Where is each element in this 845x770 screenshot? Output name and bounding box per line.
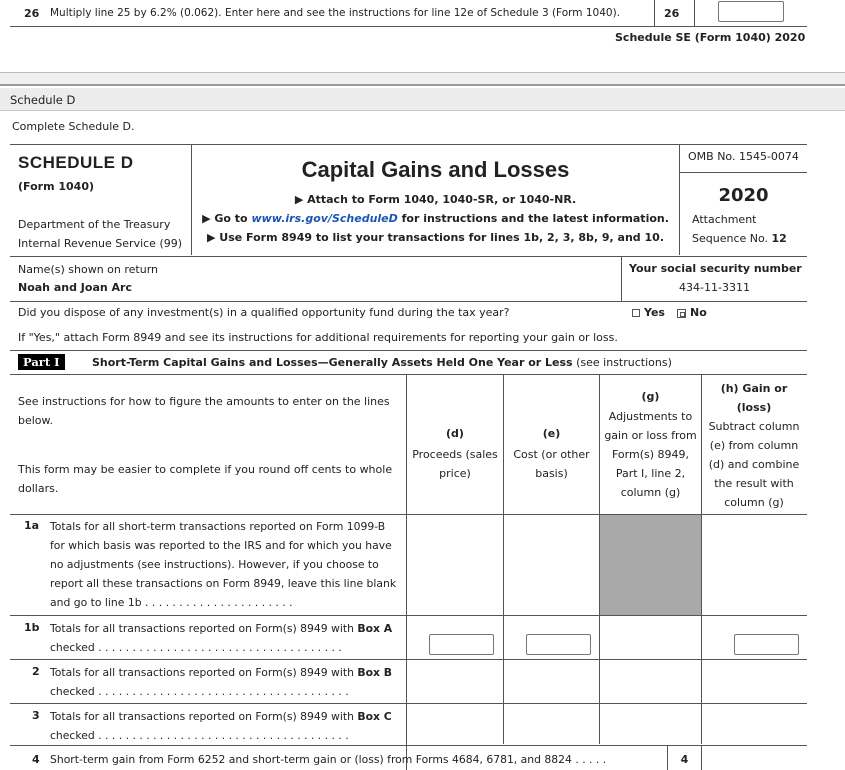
row-3-number: 3 <box>32 709 40 722</box>
row-4-text: Short-term gain from Form 6252 and short-term gain or (loss) from Forms 4684, 6781, and 8824 . . . . . <box>50 753 607 766</box>
irs-schedule-d-link[interactable]: www.irs.gov/ScheduleD <box>251 212 398 225</box>
ssn-label: Your social security number <box>629 262 802 275</box>
col-d-label: Proceeds (sales price) <box>412 448 498 480</box>
part1-title: Short-Term Capital Gains and Losses—Generally Assets Held One Year or Less (see instructions) <box>92 356 672 369</box>
goto-instruction: ▶ Go to www.irs.gov/ScheduleD for instructions and the latest information. <box>202 212 669 225</box>
row-2-number: 2 <box>32 665 40 678</box>
row-1b-number: 1b <box>24 621 40 634</box>
line26-amount-input[interactable] <box>718 1 784 22</box>
attach-instruction: ▶ Attach to Form 1040, 1040-SR, or 1040-NR. <box>294 193 577 206</box>
col-h-description: Subtract column (e) from column (d) and combine the result with column (g) <box>708 420 800 509</box>
row-1b-cost-input[interactable] <box>526 634 591 655</box>
omb-number: OMB No. 1545-0074 <box>688 150 799 163</box>
ssn-value: 434-11-3311 <box>679 281 750 294</box>
schedule-title: SCHEDULE D <box>18 153 134 172</box>
row-2-text: Totals for all transactions reported on Form(s) 8949 with Box B checked . . . . . . . . . . . . . . . . . . . . . . . . . . . . . . . . . . . . . <box>50 666 392 698</box>
line26-text: Multiply line 25 by 6.2% (0.062). Enter here and see the instructions for line 12e of Schedule 3 (Form 1040). <box>50 7 620 19</box>
department: Department of the Treasury <box>18 218 171 231</box>
row-1a-shaded-cell <box>600 515 701 615</box>
col-d-letter: (d) <box>446 427 464 440</box>
section-title-bar <box>0 88 845 111</box>
row-1a-number: 1a <box>24 519 40 532</box>
qof-no-option[interactable]: No <box>677 306 707 319</box>
schedule-se-footer: Schedule SE (Form 1040) 2020 <box>615 31 806 44</box>
col-g-label: Adjustments to gain or loss from Form(s) 8949, Part I, line 2, column (g) <box>604 410 697 499</box>
col-h-label: (h) Gain or (loss) <box>720 382 788 414</box>
part1-badge: Part I <box>18 355 65 369</box>
line26-number: 26 <box>24 7 40 20</box>
irs-label: Internal Revenue Service (99) <box>18 237 183 250</box>
part1-intro: See instructions for how to figure the amounts to enter on the lines below. <box>18 395 390 427</box>
tax-year: 2020 <box>718 185 769 206</box>
qof-question: Did you dispose of any investment(s) in a qualified opportunity fund during the tax year? <box>18 306 510 319</box>
form-reference: (Form 1040) <box>18 180 95 193</box>
attachment-label: Attachment <box>692 213 757 226</box>
qof-no-checkbox[interactable] <box>677 309 686 318</box>
section-instruction: Complete Schedule D. <box>12 120 135 133</box>
row-1a-text: Totals for all short-term transactions reported on Form 1099-B for which basis was reported to the IRS and for which you have no adjustments (see instructions). However, if you choose to report all these transactions on Form 8949, leave this line blank and go to line 1b . . . . . . . . . . . . . . . . . . . . . . <box>50 520 397 609</box>
qof-yes-checkbox[interactable] <box>632 309 640 317</box>
form-title: Capital Gains and Losses <box>301 157 570 182</box>
row-1b-gain-input[interactable] <box>734 634 799 655</box>
row-3-text: Totals for all transactions reported on Form(s) 8949 with Box C checked . . . . . . . . . . . . . . . . . . . . . . . . . . . . . . . . . . . . . <box>50 710 392 742</box>
col-g-letter: (g) <box>641 390 660 403</box>
col-e-label: Cost (or other basis) <box>513 448 590 480</box>
form8949-instruction: ▶ Use Form 8949 to list your transactions for lines 1b, 2, 3, 8b, 9, and 10. <box>206 231 664 244</box>
part1-rounding-note: This form may be easier to complete if you round off cents to whole dollars. <box>18 463 393 495</box>
sequence-number: Sequence No. 12 <box>692 232 787 245</box>
col-e-letter: (e) <box>542 427 561 440</box>
page-separator <box>0 72 845 86</box>
row-4-number: 4 <box>32 753 40 766</box>
name-label: Name(s) shown on return <box>18 263 158 276</box>
row-1b-text: Totals for all transactions reported on Form(s) 8949 with Box A checked . . . . . . . . . . . . . . . . . . . . . . . . . . . . . . . . . . . . <box>50 622 393 654</box>
line26-box-number: 26 <box>664 7 680 20</box>
qof-yes-option[interactable]: Yes <box>632 306 665 319</box>
qof-followup: If "Yes," attach Form 8949 and see its instructions for additional requirements for reporting your gain or loss. <box>18 331 618 344</box>
section-title: Schedule D <box>10 93 76 107</box>
row-1b-proceeds-input[interactable] <box>429 634 494 655</box>
row-4-box-number: 4 <box>680 753 689 766</box>
taxpayer-name: Noah and Joan Arc <box>18 281 132 294</box>
